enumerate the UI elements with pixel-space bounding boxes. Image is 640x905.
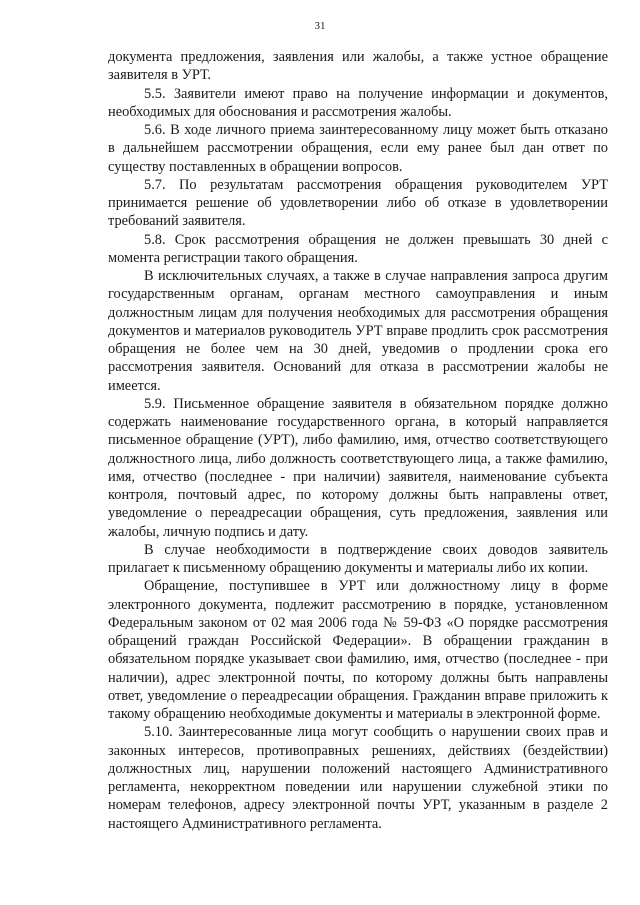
paragraph-5-8-exceptions: В исключительных случаях, а также в случае направления запроса другим государственным органам, органам местного самоуправления и иным должностным лицам для получения необходимых для рассмотрения обращения документов и материалов руководитель УРТ вправе продлить срок рассмотрения обращения не более чем на 30 дней, уведомив о продлении срока его рассмотрения заявителя. Оснований для отказа в рассмотрении жалобы не имеется. [108, 268, 608, 394]
paragraph-5-6: 5.6. В ходе личного приема заинтересованному лицу может быть отказано в дальнейшем рассмотрении обращения, если ему ранее был дан ответ по существу поставленных в обращении вопросов. [108, 122, 608, 175]
page-number: 31 [314, 20, 326, 32]
document-body [108, 48, 608, 833]
paragraph-5-10: 5.10. Заинтересованные лица могут сообщить о нарушении своих прав и законных интересов, противоправных решениях, действиях (бездействии) должностных лиц, нарушении положений настоящего Административного регламента, некорректном поведении или нарушении служебной этики по номерам телефонов, адресу электронной почты УРТ, указанным в разделе 2 настоящего Административного регламента. [108, 724, 608, 832]
paragraph-5-9-electronic: Обращение, поступившее в УРТ или должностному лицу в форме электронного документа, подлежит рассмотрению в порядке, установленном Федеральным законом от 02 мая 2006 года № 59-ФЗ «О порядке рассмотрения обращений граждан Российской Федерации». В обращении гражданин в обязательном порядке указывает свои фамилию, имя, отчество (последнее - при наличии), адрес электронной почты, по которому должны быть направлены ответ, уведомление о переадресации обращения. Гражданин вправе приложить к такому обращению необходимые документы и материалы в электронной форме. [108, 578, 608, 722]
paragraph-5-9-attachments: В случае необходимости в подтверждение своих доводов заявитель прилагает к письменному обращению документы и материалы либо их копии. [108, 541, 608, 576]
paragraph-5-8: 5.8. Срок рассмотрения обращения не должен превышать 30 дней с момента регистрации такого обращения. [108, 231, 608, 266]
paragraph-continuation: документа предложения, заявления или жалобы, а также устное обращение заявителя в УРТ. [108, 49, 608, 84]
paragraph-5-5: 5.5. Заявители имеют право на получение информации и документов, необходимых для обоснования и рассмотрения жалобы. [108, 85, 608, 120]
paragraph-5-9: 5.9. Письменное обращение заявителя в обязательном порядке должно содержать наименование государственного органа, в который направляется письменное обращение (УРТ), либо фамилию, имя, отчество соответствующего должностного лица, либо должность соответствующего лица, а также фамилию, имя, отчество (последнее - при наличии) заявителя, наименование субъекта контроля, почтовый адрес, по которому должны быть направлены ответ, уведомление о переадресации обращения, суть предложения, заявления или жалобы, личную подпись и дату. [108, 395, 608, 540]
paragraph-5-7: 5.7. По результатам рассмотрения обращения руководителем УРТ принимается решение об удовлетворении либо об отказе в удовлетворении требований заявителя. [108, 176, 608, 230]
